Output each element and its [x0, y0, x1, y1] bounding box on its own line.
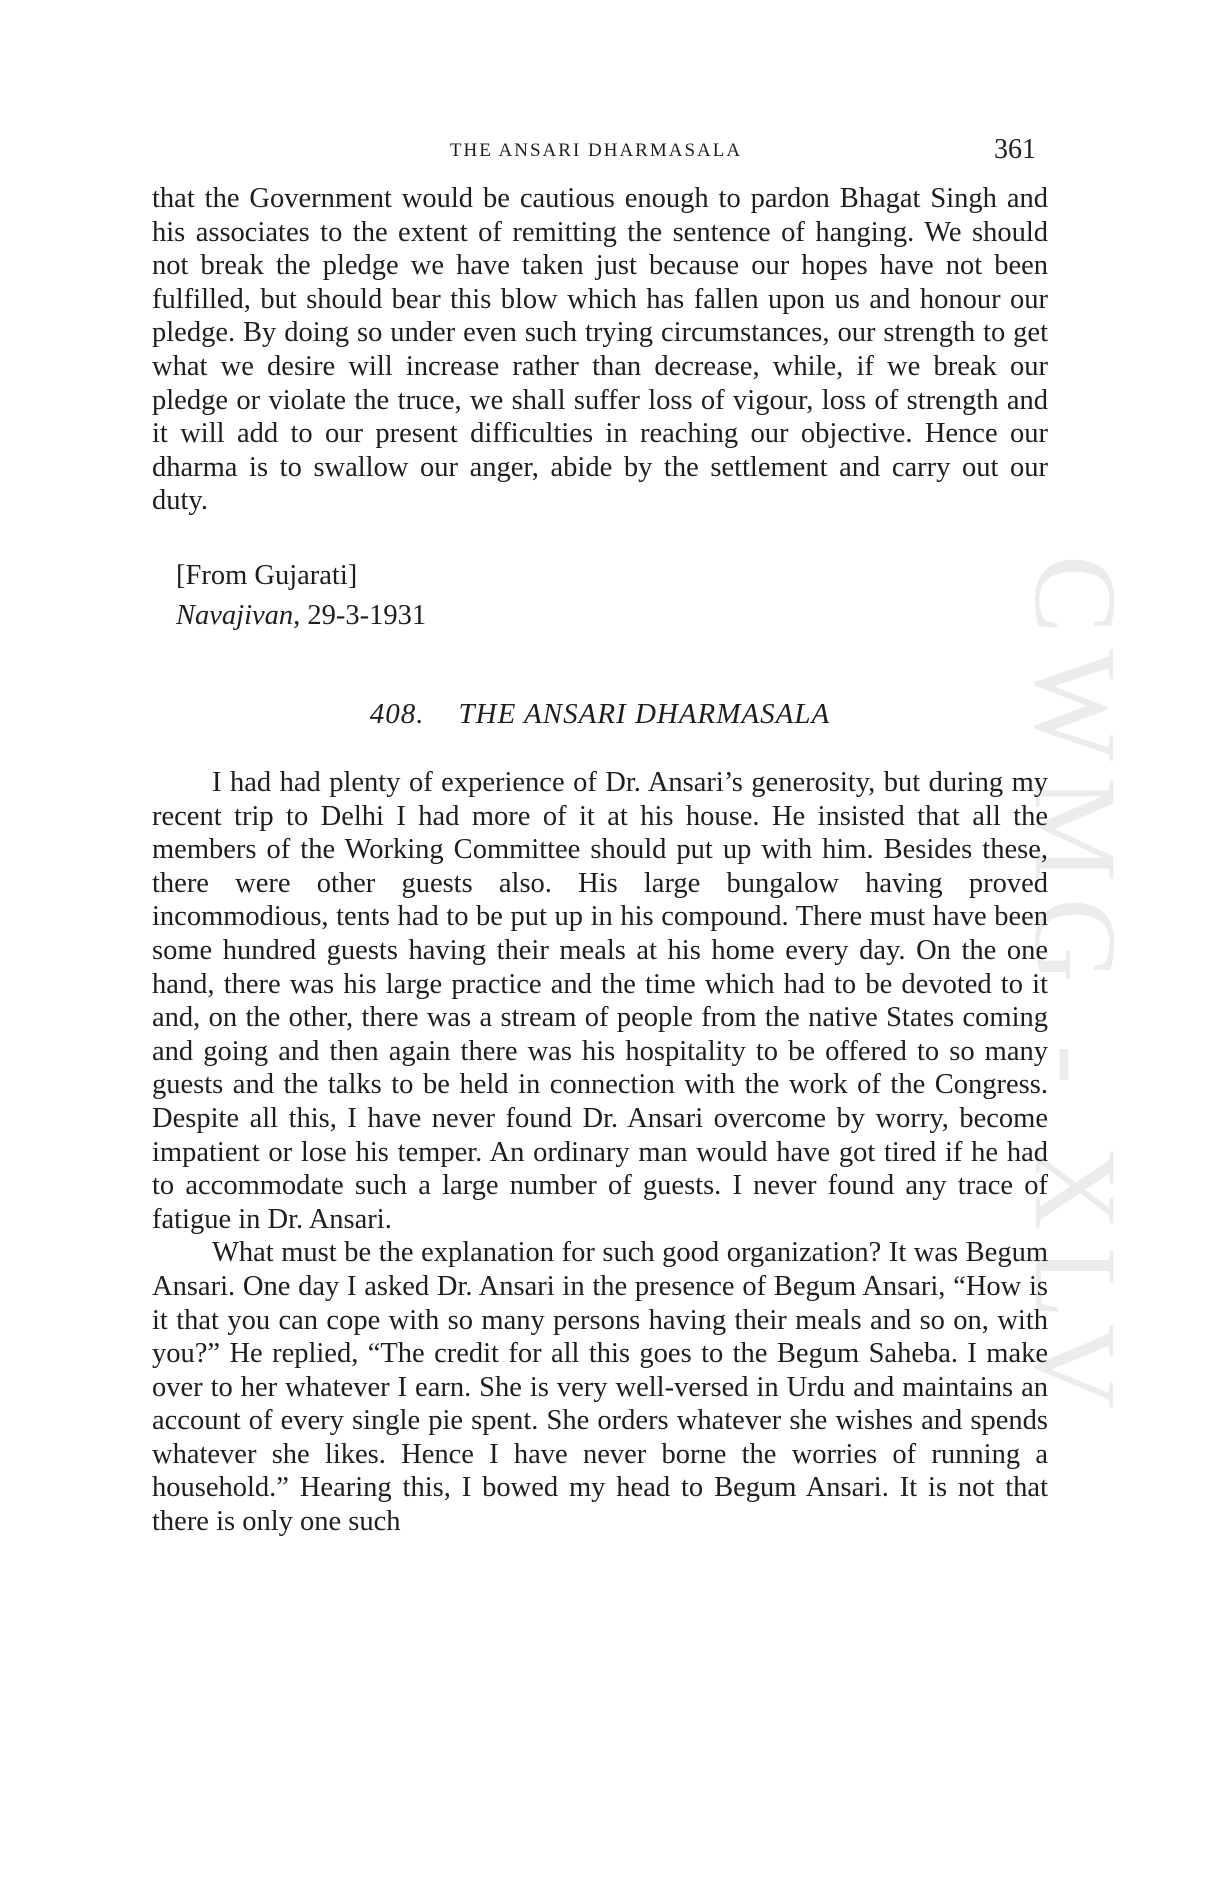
- article-number: 408.: [369, 698, 425, 730]
- article-paragraph: I had had plenty of experience of Dr. Ansari’s generosity, but during my recent trip to Delhi I had more of it at his house. He insisted that all the members of the Working Committee should put up with him. Besides these, there were other guests also. His large bungalow having proved incommodious, tents had to be put up in his compound. There must have been some hundred guests having their meals at his home every day. On the one hand, there was his large practice and the time which had to be devoted to it and, on the other, there was a stream of people from the native States coming and going and then again there was his hospitality to be offered to so many guests and the talks to be held in connection with the work of the Congress. Despite all this, I have never found Dr. Ansari overcome by worry, become impatient or lose his temper. An ordinary man would have got tired if he had to accommodate such a large number of guests. I never found any trace of fatigue in Dr. Ansari.: [152, 767, 1048, 1235]
- watermark-text: CWMG - XLV: [1010, 554, 1142, 1426]
- source-publication: Navajivan: [176, 600, 294, 631]
- article-title: THE ANSARI DHARMASALA: [458, 698, 831, 730]
- article-body: [152, 766, 1048, 1539]
- continued-text-block: [152, 182, 1048, 518]
- running-head: [152, 134, 1040, 170]
- source-citation: [176, 556, 426, 636]
- source-date: , 29-3-1931: [293, 600, 427, 631]
- source-publication-line: [176, 596, 426, 636]
- page-number: 361: [994, 134, 1036, 165]
- article-heading: [152, 698, 1048, 731]
- source-language: [From Gujarati]: [176, 560, 358, 591]
- running-head-title: THE ANSARI DHARMASALA: [449, 140, 743, 161]
- article-paragraph: What must be the explanation for such good organization? It was Begum Ansari. One day I asked Dr. Ansari in the presence of Begum Ansari, “How is it that you can cope with so many persons having their meals and so on, with you?” He replied, “The credit for all this goes to the Begum Saheba. I make over to her whatever I earn. She is very well-versed in Urdu and maintains an account of every single pie spent. She orders whatever she wishes and spends whatever she likes. Hence I have never borne the worries of running a household.” Hearing this, I bowed my head to Begum Ansari. It is not that there is only one such: [152, 1237, 1048, 1538]
- continued-paragraph: that the Government would be cautious enough to pardon Bhagat Singh and his associates to the extent of remitting the sentence of hanging. We should not break the pledge we have taken just because our hopes have not been fulfilled, but should bear this blow which has fallen upon us and honour our pledge. By doing so under even such trying circumstances, our strength to get what we desire will increase rather than decrease, while, if we break our pledge or violate the truce, we shall suffer loss of vigour, loss of strength and it will add to our present difficulties in reaching our objective. Hence our dharma is to swallow our anger, abide by the settlement and carry out our duty.: [152, 183, 1048, 517]
